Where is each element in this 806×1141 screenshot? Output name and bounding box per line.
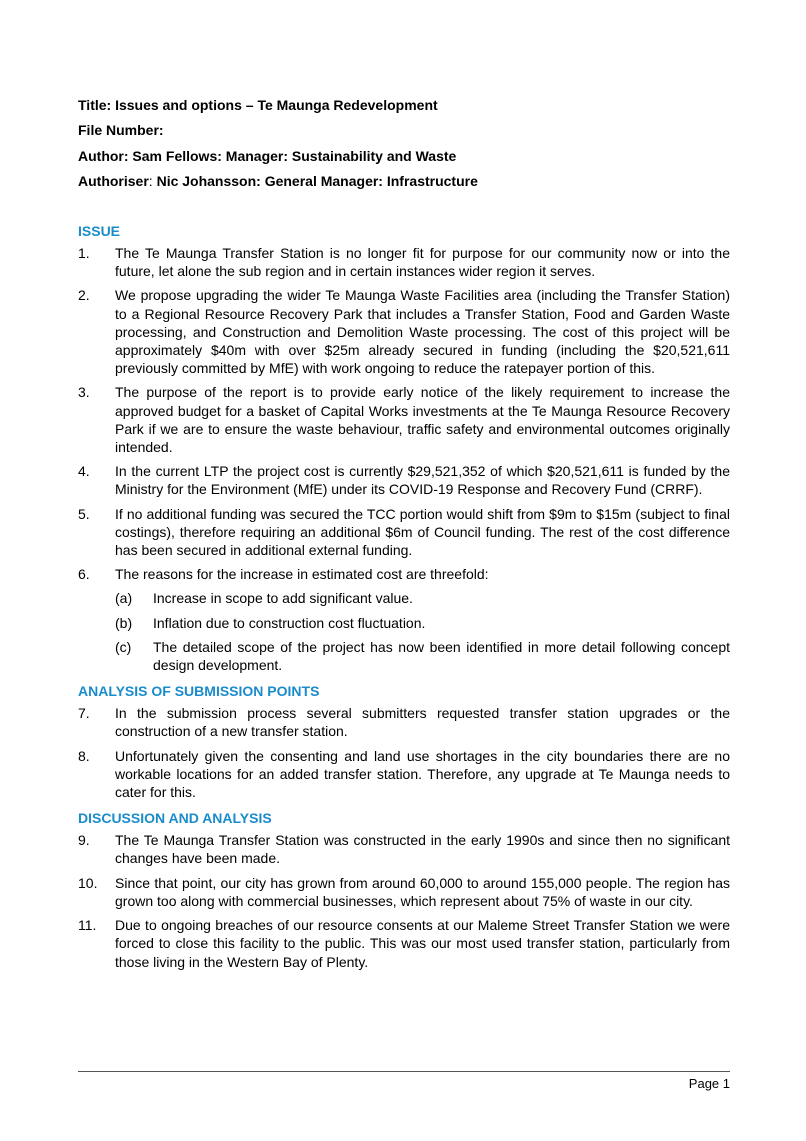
paragraph	[78, 565, 730, 583]
paragraph	[78, 383, 730, 456]
paragraph-number: 9.	[78, 832, 90, 849]
paragraph-text: Due to ongoing breaches of our resource consents at our Maleme Street Transfer Station we were forced to close this facility to the public. This was our most used transfer station, particularly from those living in the Western Bay of Plenty.	[115, 917, 730, 970]
paragraph-number: 8.	[78, 747, 90, 764]
paragraph	[78, 244, 730, 280]
file-number: File Number:	[78, 122, 164, 139]
paragraph-number: 4.	[78, 463, 90, 480]
paragraph-number: 2.	[78, 287, 90, 304]
paragraph	[78, 747, 730, 802]
paragraph	[78, 505, 730, 560]
paragraph-text: Unfortunately given the consenting and land use shortages in the city boundaries there are no workable locations for an added transfer station. Therefore, any upgrade at Te Maunga needs to cater for this.	[115, 747, 730, 801]
sub-paragraph-letter: (c)	[115, 638, 132, 655]
paragraph	[78, 831, 730, 867]
paragraph	[78, 462, 730, 498]
paragraph-number: 5.	[78, 505, 90, 522]
paragraph	[78, 286, 730, 377]
page-number: Page 1	[688, 1076, 730, 1091]
paragraph-number: 11.	[78, 917, 97, 934]
report-body	[78, 222, 730, 977]
paragraph-number: 1.	[78, 245, 90, 261]
paragraph-number: 10.	[78, 874, 98, 891]
footer-divider	[78, 1071, 730, 1072]
sub-paragraph-letter: (b)	[115, 614, 133, 631]
paragraph-text: Since that point, our city has grown from around 60,000 to around 155,000 people. The region has grown too along with commercial businesses, which represent about 75% of waste in our city.	[115, 874, 730, 909]
sub-paragraph-text: The detailed scope of the project has now been identified in more detail following concept design development.	[153, 638, 730, 674]
paragraph	[78, 704, 730, 740]
sub-paragraph	[78, 638, 730, 674]
sub-paragraph-text: Inflation due to construction cost fluctuation.	[153, 614, 426, 631]
section-heading-discussion: DISCUSSION AND ANALYSIS	[78, 810, 272, 827]
paragraph-text: The Te Maunga Transfer Station is no longer fit for purpose for our community now or into the future, let alone the sub region and in certain instances wider region it serves.	[115, 245, 730, 280]
paragraph-text: We propose upgrading the wider Te Maunga Waste Facilities area (including the Transfer Station) to a Regional Resource Recovery Park that includes a Transfer Station, Food and Garden Waste processing, and Construction and Demolition Waste processing. The cost of this project will be approximately $40m with over $25m already secured in funding (including the $20,521,611 previously committed by MfE) with work ongoing to reduce the ratepayer portion of this.	[115, 287, 730, 377]
paragraph-text: In the current LTP the project cost is currently $29,521,352 of which $20,521,611 is funded by the Ministry for the Environment (MfE) under its COVID-19 Response and Recovery Fund (CRRF).	[115, 463, 730, 498]
paragraph-text: The reasons for the increase in estimated cost are threefold:	[115, 566, 489, 583]
sub-paragraph-text: Increase in scope to add significant value.	[153, 590, 413, 607]
sub-paragraph-letter: (a)	[115, 590, 133, 607]
paragraph-text: The purpose of the report is to provide early notice of the likely requirement to increase the approved budget for a basket of Capital Works investments at the Te Maunga Resource Recovery Park if we are to ensure the waste behaviour, traffic safety and environmental outcomes originally intended.	[115, 384, 730, 456]
paragraph-number: 6.	[78, 566, 90, 583]
paragraph-number: 7.	[78, 705, 90, 722]
paragraph	[78, 874, 730, 910]
authoriser-label: Authoriser	[78, 172, 149, 189]
author: Author: Sam Fellows: Manager: Sustainability and Waste	[78, 147, 457, 164]
authoriser-value: Nic Johansson: General Manager: Infrastructure	[152, 172, 478, 189]
sub-paragraph	[78, 614, 730, 632]
section-heading-issue: ISSUE	[78, 223, 121, 239]
paragraph-text: If no additional funding was secured the TCC portion would shift from $9m to $15m (subject to final costings), therefore requiring an additional $6m of Council funding. The rest of the cost difference has been secured in additional external funding.	[115, 505, 730, 559]
authoriser-colon: :	[148, 172, 153, 189]
report-metadata	[78, 96, 738, 197]
paragraph-number: 3.	[78, 384, 90, 401]
paragraph-text: In the submission process several submitters requested transfer station upgrades or the construction of a new transfer station.	[115, 705, 730, 740]
paragraph-text: The Te Maunga Transfer Station was constructed in the early 1990s and since then no significant changes have been made.	[115, 832, 730, 867]
sub-paragraph	[78, 589, 730, 607]
authoriser	[78, 172, 738, 190]
report-title: Title: Issues and options – Te Maunga Redevelopment	[78, 97, 438, 113]
paragraph	[78, 916, 730, 971]
section-heading-analysis: ANALYSIS OF SUBMISSION POINTS	[78, 683, 320, 700]
